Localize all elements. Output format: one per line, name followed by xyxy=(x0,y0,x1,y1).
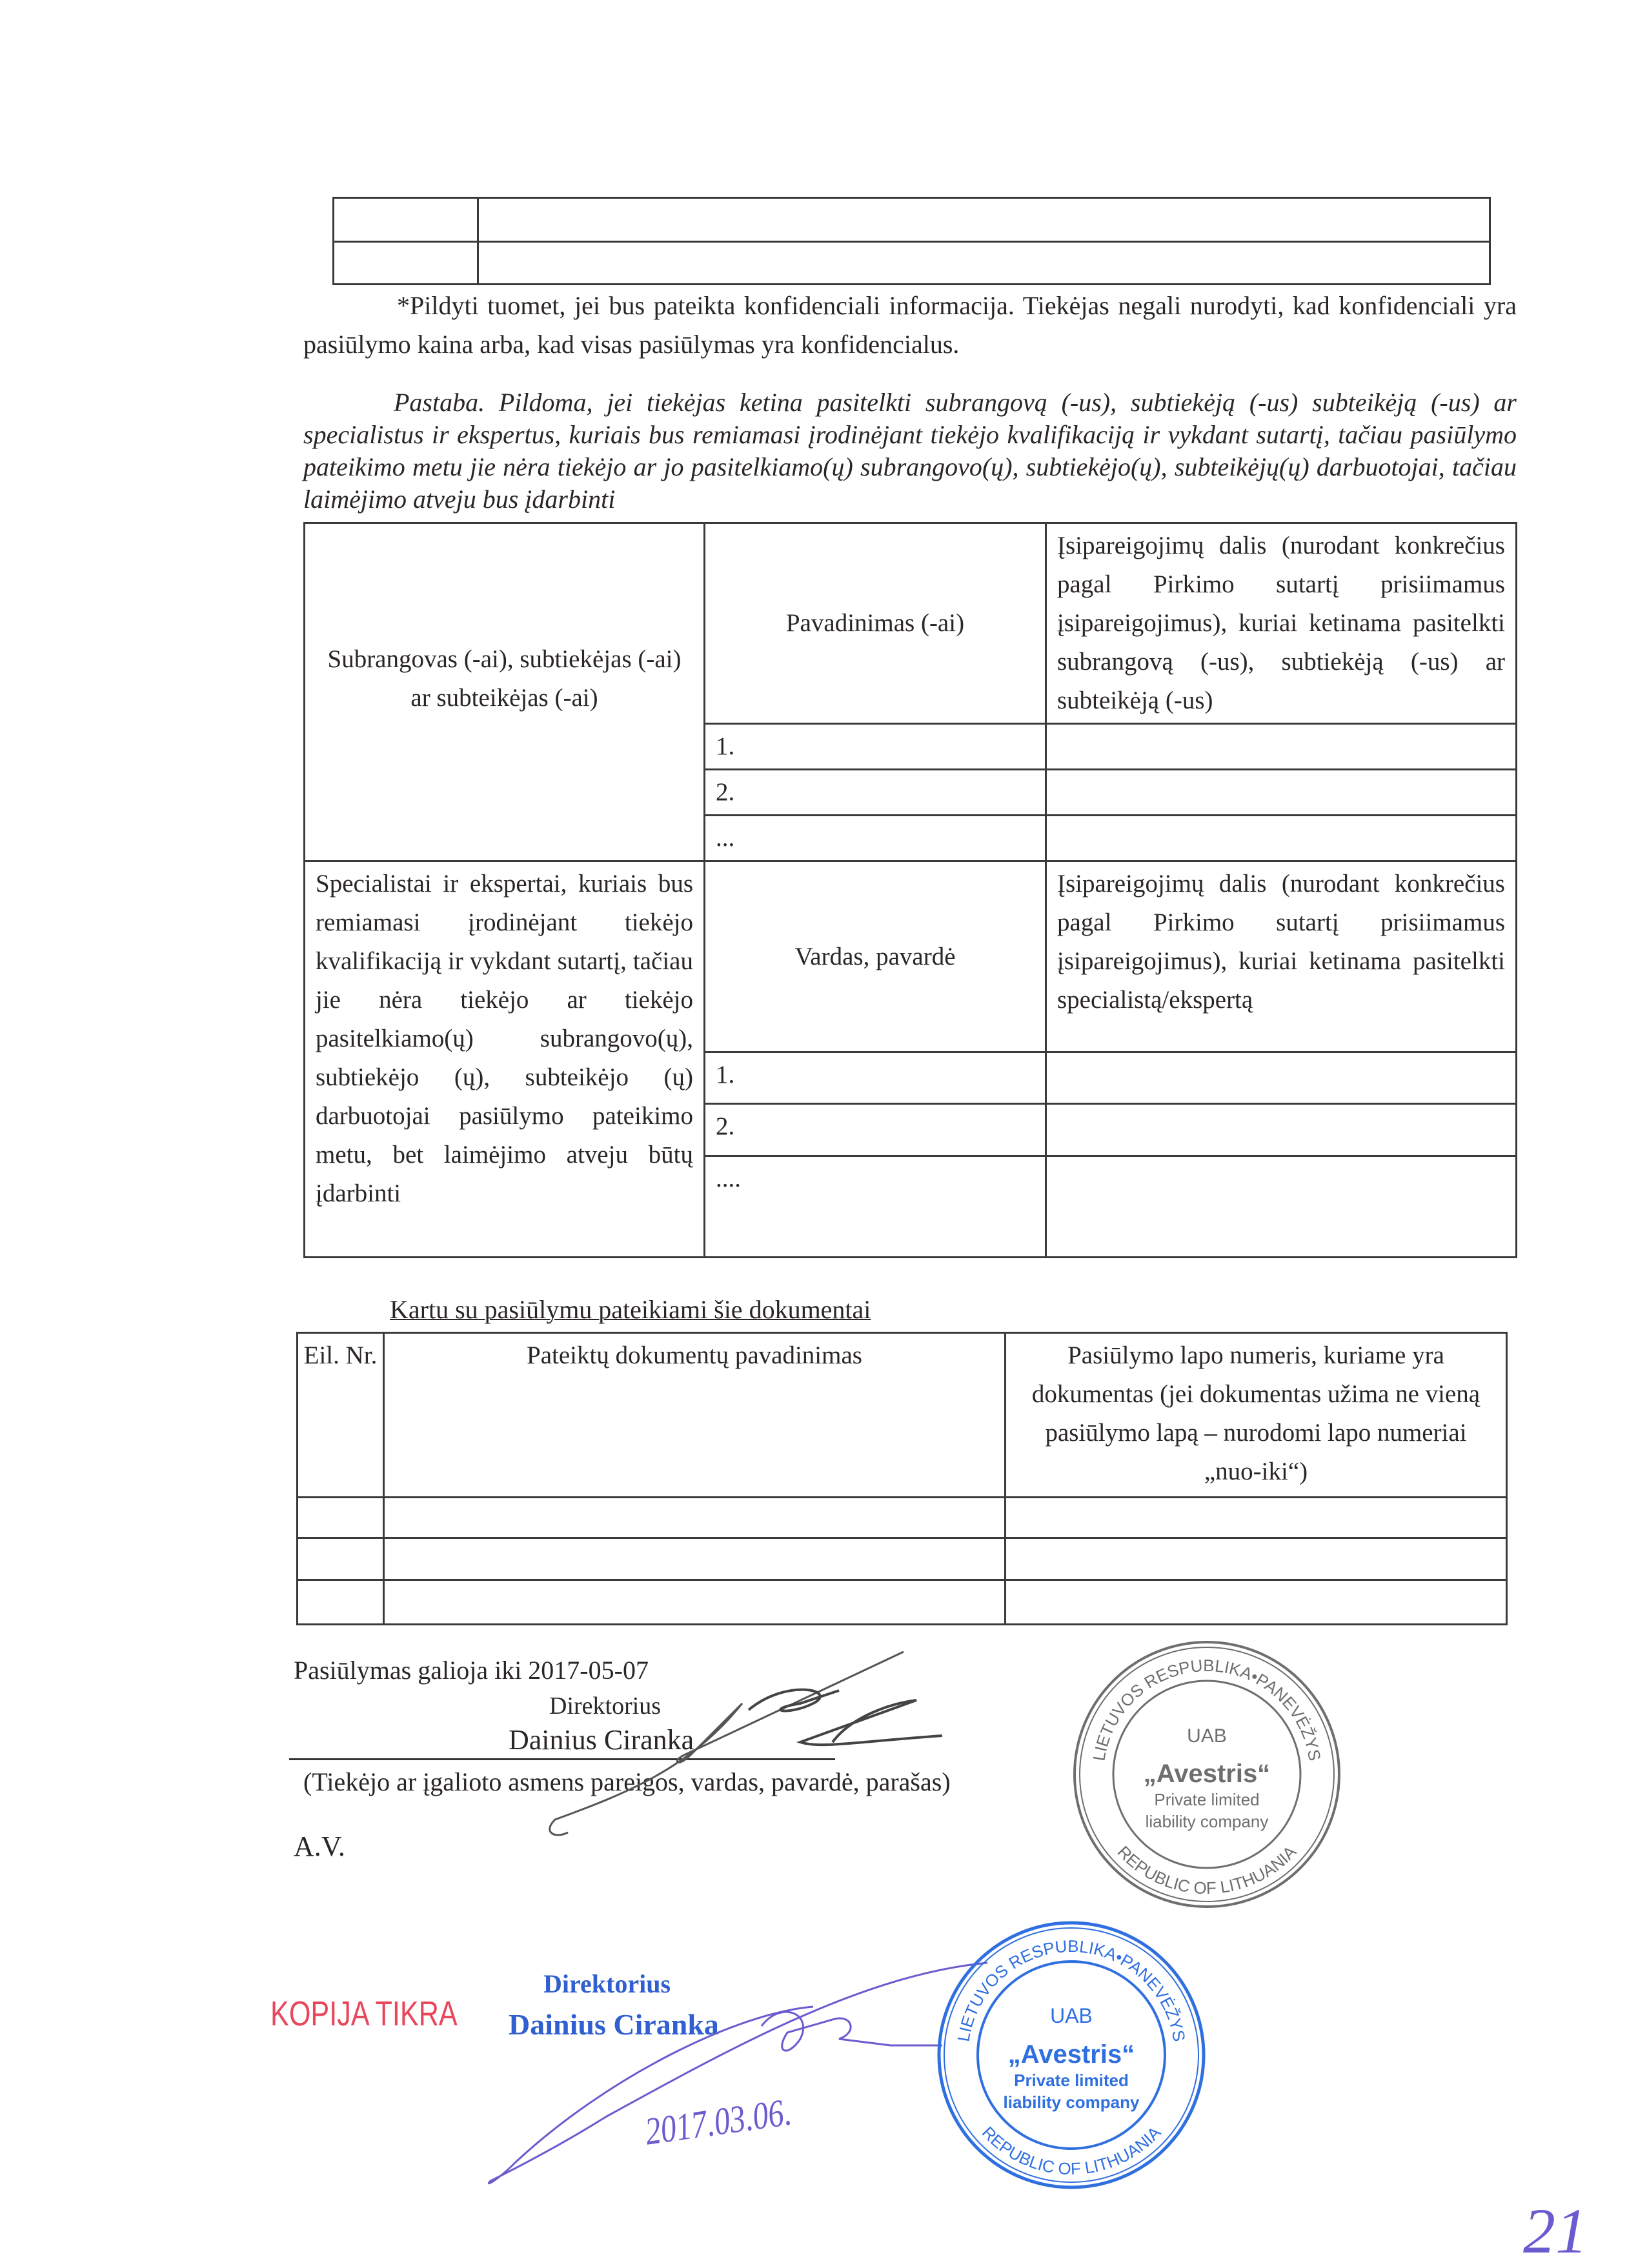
table-cell xyxy=(478,198,1490,242)
table-cell[interactable] xyxy=(384,1580,1005,1625)
stamp-bottom-text: REPUBLIC OF LITHUANIA xyxy=(978,2122,1165,2179)
table-cell[interactable] xyxy=(1005,1538,1507,1580)
commitment-header: Įsipareigojimų dalis (nurodant konkrečius pagal Pirkimo sutartį prisiimamus įsipareigojimus), kuriai ketinama pasitelkti specialistą/ekspertą xyxy=(1046,861,1517,1052)
table-cell xyxy=(334,242,478,285)
row-number: 1. xyxy=(705,724,1046,770)
footnote: *Pildyti tuomet, jei bus pateikta konfidenciali informacija. Tiekėjas negali nurodyti, kad konfidenciali yra pasiūlymo kaina arba, kad visas pasiūlymas yra konfidencialus. xyxy=(303,291,1517,359)
stamp-line2: „Avestris“ xyxy=(1007,2040,1135,2069)
row-number: 2. xyxy=(705,1104,1046,1156)
company-stamp xyxy=(1071,1639,1342,1910)
signature-caption: (Tiekėjo ar įgalioto asmens pareigos, vardas, pavardė, parašas) xyxy=(303,1767,951,1796)
note-paragraph: Pastaba. Pildoma, jei tiekėjas ketina pasitelkti subrangovą (-us), subtiekėją (-us) subteikėją (-us) ar specialistus ir ekspertus, kuriais bus remiamasi įrodinėjant tiekėjo kvalifikaciją ir vykdant sutartį, tačiau pasiūlymo pateikimo metu jie nėra tiekėjo ar jo pasitelkiamo(ų) subrangovo(ų), subtiekėjo(ų), subteikėjų(ų) darbuotojai, tačiau laimėjimo atveju bus įdarbinti xyxy=(303,388,1517,514)
stamp-top-text: LIETUVOS RESPUBLIKA•PANEVĖŽYS xyxy=(1089,1655,1325,1763)
table-cell[interactable] xyxy=(384,1538,1005,1580)
table-cell[interactable] xyxy=(1005,1498,1507,1538)
stamp-line1: UAB xyxy=(1187,1725,1227,1747)
stamp-line3: Private limited xyxy=(1154,1790,1260,1809)
table-cell[interactable] xyxy=(1046,724,1517,770)
table-cell[interactable] xyxy=(298,1498,384,1538)
signer-position: Direktorius xyxy=(549,1692,662,1720)
specialists-label: Specialistai ir ekspertai, kuriais bus remiamasi įrodinėjant tiekėjo kvalifikaciją ir vykdant sutartį, tačiau jie nėra tiekėjo ar tiekėjo pasitelkiamo(ų) subrangovo(ų), subtiekėjo (ų), subteikėjo (ų) darbuotojai pasiūlymo pateikimo metu, bet laimėjimo atveju būtų įdarbinti xyxy=(305,861,705,1258)
documents-table xyxy=(296,1332,1508,1625)
stamp-line2: „Avestris“ xyxy=(1143,1760,1271,1788)
subcontractor-label: Subrangovas (-ai), subtiekėjas (-ai) ar subteikėjas (-ai) xyxy=(305,523,705,861)
documents-title: Kartu su pasiūlymu pateikiami šie dokumentai xyxy=(390,1295,871,1324)
subcontractors-table xyxy=(303,522,1517,1258)
company-stamp-blue xyxy=(936,1920,1207,2191)
stamp-line1: UAB xyxy=(1050,2004,1093,2027)
commitment-header: Įsipareigojimų dalis (nurodant konkrečius pagal Pirkimo sutartį prisiimamus įsipareigojimus), kuriai ketinama pasitelkti subrangovą (-us), subtiekėją (-us) ar subteikėją (-us) xyxy=(1046,523,1517,724)
document-name-header: Pateiktų dokumentų pavadinimas xyxy=(384,1333,1005,1498)
copy-signer-name: Dainius Ciranka xyxy=(509,2008,719,2041)
table-cell[interactable] xyxy=(1046,816,1517,861)
stamp-line3: Private limited xyxy=(1014,2071,1129,2090)
validity-text: Pasiūlymas galioja iki 2017-05-07 xyxy=(294,1656,649,1685)
copy-signer-position: Direktorius xyxy=(543,1969,671,1998)
table-cell[interactable] xyxy=(298,1580,384,1625)
table-cell xyxy=(478,242,1490,285)
table-cell[interactable] xyxy=(1046,1104,1517,1156)
table-cell[interactable] xyxy=(298,1538,384,1580)
page-number: 21 xyxy=(1523,2195,1588,2267)
table-cell[interactable] xyxy=(1046,770,1517,816)
signature-scribble xyxy=(529,1639,994,1845)
handwritten-date: 2017.03.06. xyxy=(642,2090,794,2153)
signer-name: Dainius Ciranka xyxy=(509,1724,694,1756)
stamp-line4: liability company xyxy=(1145,1812,1269,1831)
full-name-header: Vardas, pavardė xyxy=(705,861,1046,1052)
number-header: Eil. Nr. xyxy=(298,1333,384,1498)
copy-mark: KOPIJA TIKRA xyxy=(270,1994,458,2033)
page-body xyxy=(294,197,1517,1866)
confidential-info-table xyxy=(332,197,1491,285)
table-cell xyxy=(334,198,478,242)
seal-mark: A.V. xyxy=(294,1831,345,1862)
table-cell[interactable] xyxy=(384,1498,1005,1538)
copy-signature-scribble xyxy=(478,1949,1007,2187)
row-number: 2. xyxy=(705,770,1046,816)
row-number: ... xyxy=(705,816,1046,861)
table-cell[interactable] xyxy=(1046,1052,1517,1104)
name-header: Pavadinimas (-ai) xyxy=(705,523,1046,724)
stamp-bottom-text: REPUBLIC OF LITHUANIA xyxy=(1113,1841,1300,1898)
row-number: .... xyxy=(705,1156,1046,1258)
stamp-line4: liability company xyxy=(1003,2092,1140,2112)
stamp-top-text: LIETUVOS RESPUBLIKA•PANEVĖŽYS xyxy=(953,1936,1189,2043)
row-number: 1. xyxy=(705,1052,1046,1104)
page-number-header: Pasiūlymo lapo numeris, kuriame yra dokumentas (jei dokumentas užima ne vieną pasiūlymo lapą – nurodomi lapo numeriai „nuo-iki“) xyxy=(1005,1333,1507,1498)
table-cell[interactable] xyxy=(1046,1156,1517,1258)
table-cell[interactable] xyxy=(1005,1580,1507,1625)
